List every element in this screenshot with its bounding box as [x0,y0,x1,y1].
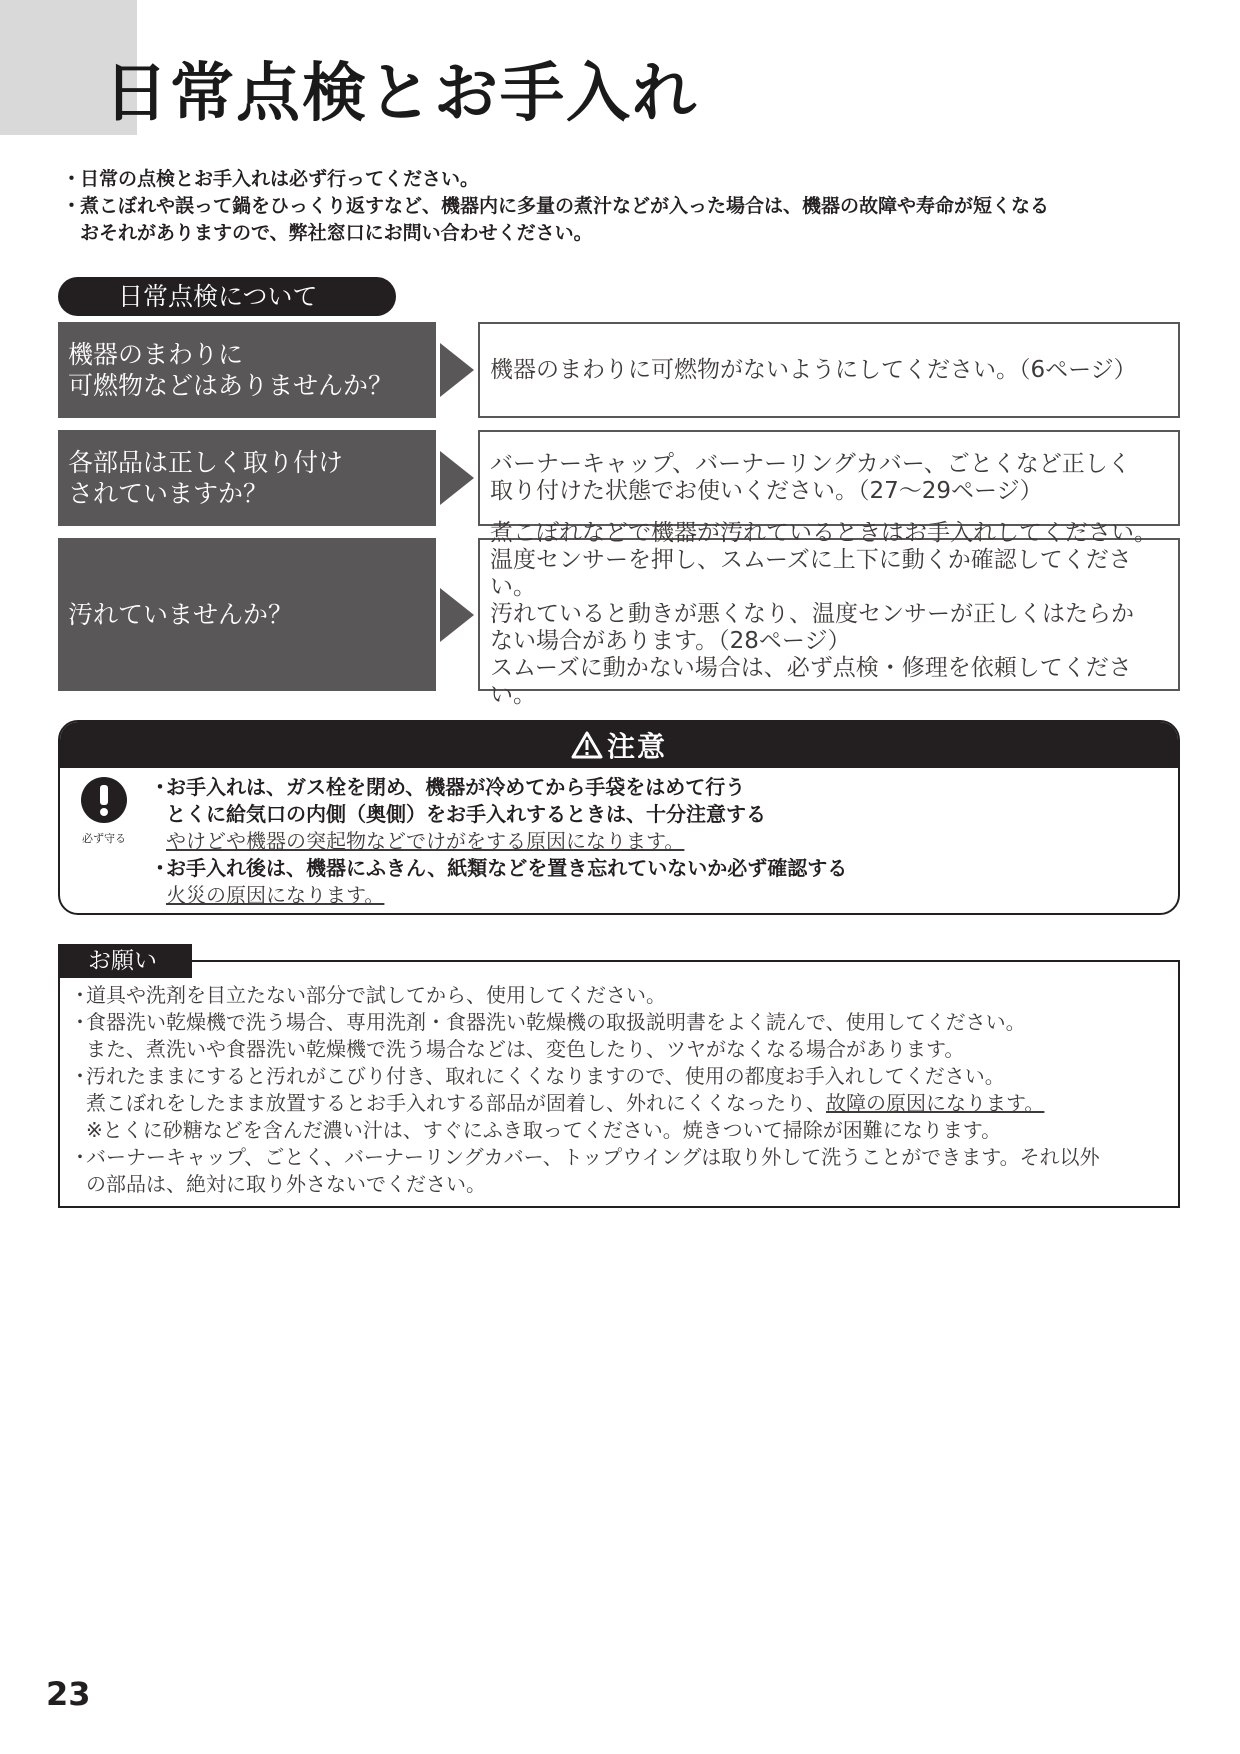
request-list [70,982,1168,1198]
caution-item: ・ お手入れは、ガス栓を閉め、機器が冷めてから手袋をはめて行う [150,775,746,799]
intro-line: ・ 煮こぼれや誤って鍋をひっくり返すなど、機器内に多量の煮汁などが入った場合は、機器の故障や寿命が短くなる [62,195,1050,217]
check-answer: 煮こぼれなどで機器が汚れているときはお手入れしてください。 温度センサーを押し、スムーズに上下に動くか確認してください。 汚れていると動きが悪くなり、温度センサーが正しくはたらか ない場合があります。（28ページ） スムーズに動かない場合は、必ず点検・修理を依頼してください。 [478,538,1180,691]
caution-header [60,722,1178,768]
request-tab: お願い [58,944,192,978]
daily-check-heading: 日常点検について [58,277,396,316]
check-row-flammables [58,322,1180,418]
list-item: の部品は、絶対に取り外さないでください。 [86,1172,486,1196]
intro-line: ・ 日常の点検とお手入れは必ず行ってください。 [62,168,480,190]
caution-reason: 火災の原因になります。 [166,883,385,907]
check-row-parts [58,430,1180,526]
caution-label: 注意 [606,730,667,763]
caution-item: ・ お手入れ後は、機器にふきん、紙類などを置き忘れていないか必ず確認する [150,856,848,880]
arrow-right-icon [440,343,474,397]
must-follow-indicator [74,776,134,846]
list-item: ・ 食器洗い乾燥機で洗う場合、専用洗剤・食器洗い乾燥機の取扱説明書をよく読んで、使用してください。 [70,1010,1026,1034]
list-item: ・ バーナーキャップ、ごとく、バーナーリングカバー、トップウイングは取り外して洗うことができます。それ以外 [70,1145,1100,1169]
caution-box [58,720,1180,915]
intro-line: おそれがありますので、弊社窓口にお問い合わせください。 [80,222,593,244]
list-item: 煮こぼれをしたまま放置するとお手入れする部品が固着し、外れにくくなったり、 故障の原因になります。 [86,1091,1045,1115]
caution-item-detail: とくに給気口の内側（奥側）をお手入れするときは、十分注意する [166,802,766,826]
page-title: 日常点検とお手入れ [104,57,698,131]
list-item: ・ 道具や洗剤を目立たない部分で試してから、使用してください。 [70,983,666,1007]
check-question: 汚れていませんか？ [58,538,436,691]
exclamation-circle-icon [80,776,128,824]
underlined-warning: 故障の原因になります。 [826,1091,1045,1115]
request-box [58,960,1180,1208]
arrow-right-icon [440,588,474,642]
caution-items [150,774,847,909]
check-answer: バーナーキャップ、バーナーリングカバー、ごとくなど正しく 取り付けた状態でお使いください。（27〜29ページ） [478,430,1180,526]
list-item: また、煮洗いや食器洗い乾燥機で洗う場合などは、変色したり、ツヤがなくなる場合があります。 [86,1037,965,1061]
page-number: 23 [46,1675,91,1713]
check-question: 各部品は正しく取り付け されていますか？ [58,430,436,526]
list-item: ※とくに砂糖などを含んだ濃い汁は、すぐにふき取ってください。焼きついて掃除が困難になります。 [86,1118,1002,1142]
intro-notes [62,166,1182,247]
check-question: 機器のまわりに 可燃物などはありませんか？ [58,322,436,418]
warning-triangle-icon [571,731,603,759]
check-row-dirt [58,520,1180,708]
arrow-right-icon [440,451,474,505]
check-answer: 機器のまわりに可燃物がないようにしてください。（6ページ） [478,322,1180,418]
caution-reason: やけどや機器の突起物などでけがをする原因になります。 [166,829,685,853]
must-follow-caption: 必ず守る [82,832,126,845]
list-item: ・ 汚れたままにすると汚れがこびり付き、取れにくくなりますので、使用の都度お手入れしてください。 [70,1064,1005,1088]
